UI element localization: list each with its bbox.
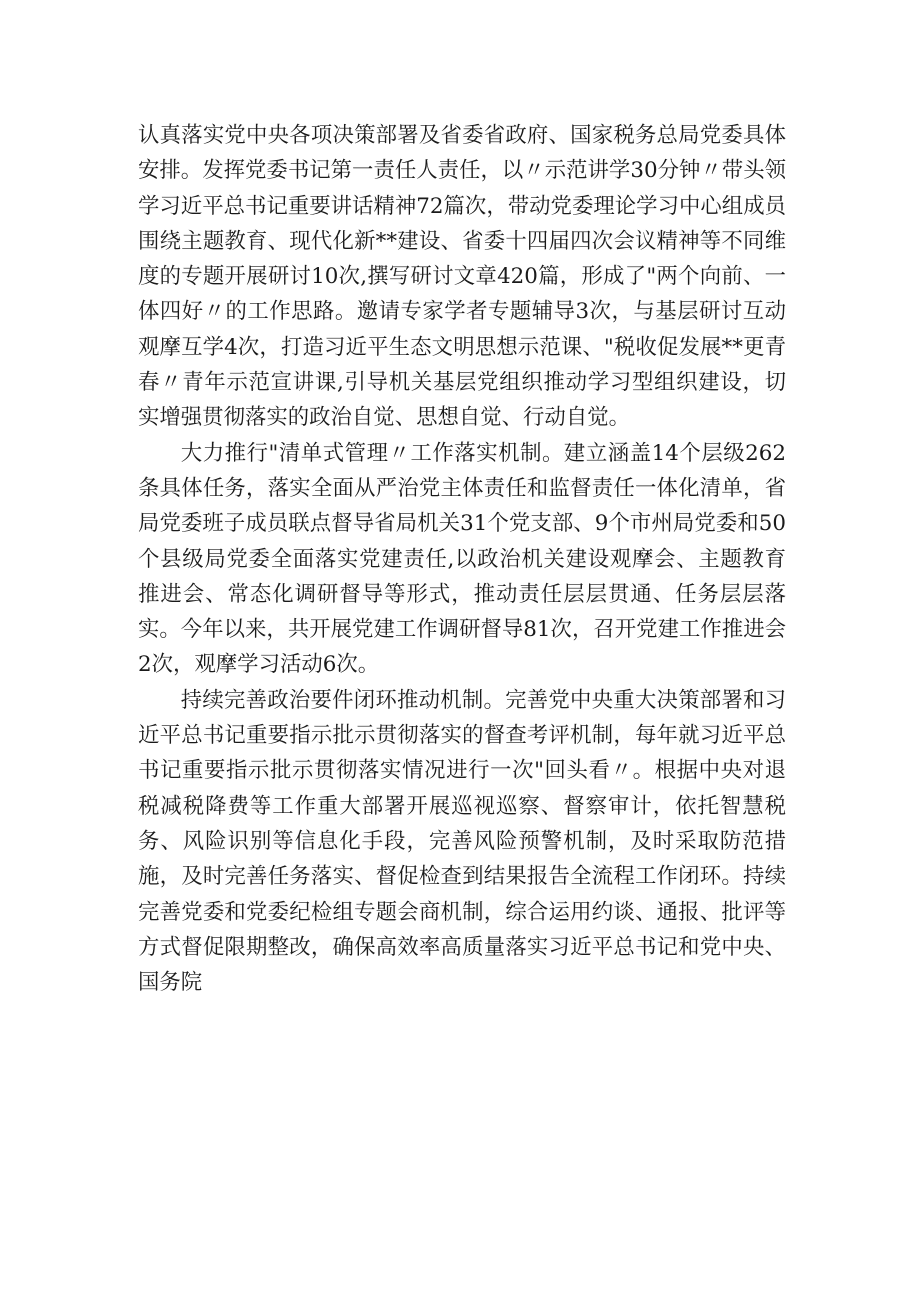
paragraph-1: 认真落实党中央各项决策部署及省委省政府、国家税务总局党委具体安排。发挥党委书记第一责任人责任，以〃示范讲学30分钟〃带头领学习近平总书记重要讲话精神72篇次，带动党委理论学习中心组成员围绕主题教育、现代化新**建设、省委十四届四次会议精神等不同维度的专题开展研讨10次,撰写研讨文章420篇，形成了"两个向前、一体四好〃的工作思路。邀请专家学者专题辅导3次，与基层研讨互动观摩互学4次，打造习近平生态文明思想示范课、"税收促发展**更青春〃青年示范宣讲课,引导机关基层党组织推动学习型组织建设，切实增强贯彻落实的政治自觉、思想自觉、行动自觉。 — [138, 123, 786, 431]
paragraph-2: 大力推行"清单式管理〃工作落实机制。建立涵盖14个层级262条具体任务，落实全面从严治党主体责任和监督责任一体化清单，省局党委班子成员联点督导省局机关31个党支部、9个市州局党委和50个县级局党委全面落实党建责任,以政治机关建设观摩会、主题教育推进会、常态化调研督导等形式，推动责任层层贯通、任务层层落实。今年以来，共开展党建工作调研督导81次，召开党建工作推进会2次，观摩学习活动6次。 — [138, 440, 786, 678]
document-page — [138, 118, 786, 1000]
paragraph-3: 持续完善政治要件闭环推动机制。完善党中央重大决策部署和习近平总书记重要指示批示贯彻落实的督查考评机制，每年就习近平总书记重要指示批示贯彻落实情况进行一次"回头看〃。根据中央对退税减税降费等工作重大部署开展巡视巡察、督察审计，依托智慧税务、风险识别等信息化手段，完善风险预警机制，及时采取防范措施，及时完善任务落实、督促检查到结果报告全流程工作闭环。持续完善党委和党委纪检组专题会商机制，综合运用约谈、通报、批评等方式督促限期整改，确保高效率高质量落实习近平总书记和党中央、国务院 — [138, 687, 786, 996]
